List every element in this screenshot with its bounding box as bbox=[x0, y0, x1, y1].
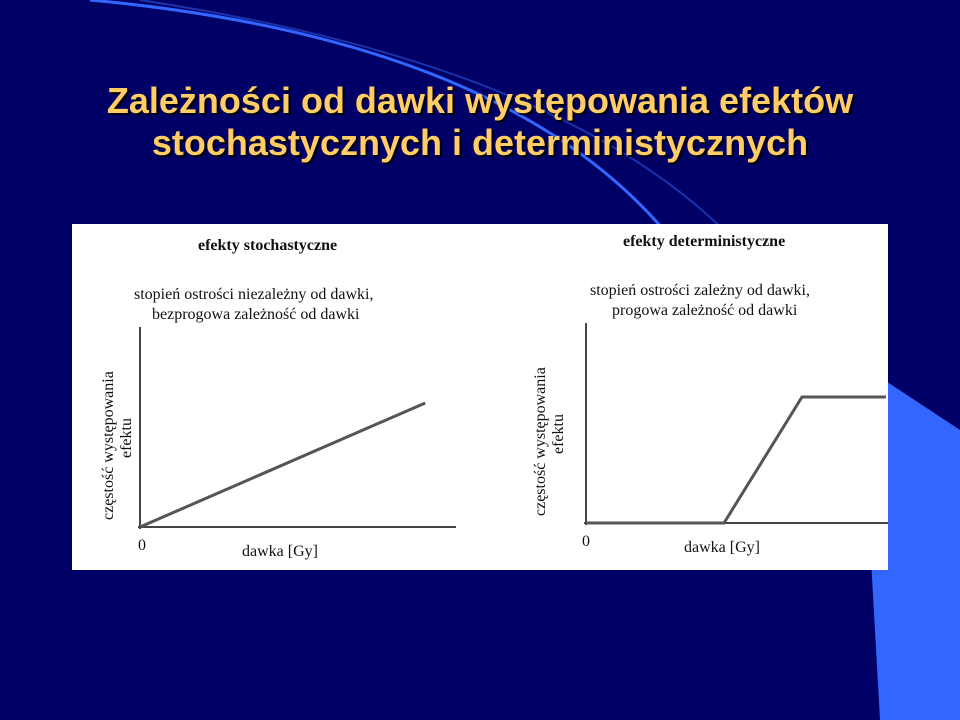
slide-title-line: stochastycznych i deterministycznych bbox=[151, 122, 809, 163]
chart-annotation: stopień ostrości zależny od dawki, bbox=[590, 282, 810, 299]
x-axis-label: dawka [Gy] bbox=[242, 543, 318, 560]
y-axis-label: częstość występowania bbox=[532, 367, 549, 516]
origin-label: 0 bbox=[582, 533, 590, 550]
figure-panel bbox=[72, 224, 888, 570]
chart-annotation: bezprogowa zależność od dawki bbox=[152, 306, 360, 323]
x-axis-label: dawka [Gy] bbox=[684, 539, 760, 556]
chart-annotation: stopień ostrości niezależny od dawki, bbox=[134, 286, 374, 303]
slide-title-line: Zależności od dawki występowania efektów bbox=[106, 80, 854, 121]
series-line bbox=[140, 403, 425, 527]
chart-title: efekty deterministyczne bbox=[623, 233, 786, 250]
series-line bbox=[586, 397, 886, 523]
y-axis-label: efektu bbox=[550, 414, 567, 454]
slide-title bbox=[0, 80, 960, 164]
y-axis-label: efektu bbox=[118, 418, 135, 458]
charts-svg bbox=[72, 224, 888, 570]
chart-annotation: progowa zależność od dawki bbox=[612, 302, 798, 319]
y-axis-label: częstość występowania bbox=[100, 371, 117, 520]
origin-label: 0 bbox=[138, 537, 146, 554]
chart-title: efekty stochastyczne bbox=[198, 237, 338, 254]
